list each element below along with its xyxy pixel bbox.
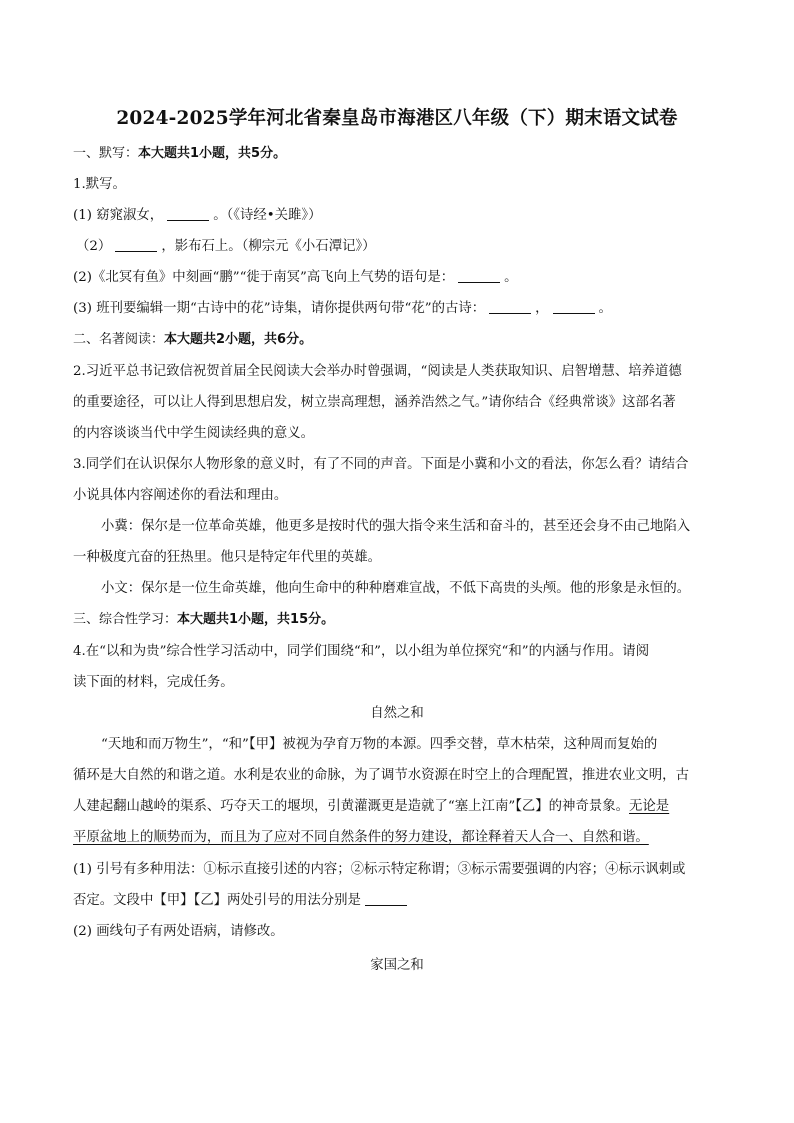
q4-task1-line-1: (1) 引号有多种用法：①标示直接引述的内容；②标示特定称谓；③标示需要强调的内容；④标示讽刺或: [73, 862, 686, 877]
q1-sub2-num: （2）: [76, 239, 112, 254]
q3-line-5: 小文：保尔是一位生命英雄，他向生命中的种种磨难宣战，不低下高贵的头颅。他的形象是永恒的。: [101, 581, 691, 596]
q1-sub3-end: 。: [504, 270, 518, 285]
q1-sub1-text: (1) 窈窕淑女，: [73, 208, 164, 223]
passage-line-3-text: 人建起翻山越岭的渠系、巧夺天工的堰坝，引黄灌溉更是造就了“塞上江南”【乙】的神奇景象。: [73, 799, 630, 814]
q1-sub2: [76, 237, 376, 257]
section-2-head: 二、名著阅读：: [73, 332, 165, 347]
q3-line-4: 一种极度亢奋的狂热里。他只是特定年代里的英雄。: [73, 550, 381, 565]
passage-line-2: 循环是大自然的和谐之道。水利是农业的命脉，为了调节水资源在时空上的合理配置，推进农业文明，古: [73, 768, 689, 783]
q4-task1-line-2: [73, 891, 411, 911]
q2-line-1: 2.习近平总书记致信祝贺首届全民阅读大会举办时曾强调，“阅读是人类获取知识、启智增慧、培养道德: [73, 364, 682, 379]
answer-blank[interactable]: [167, 206, 209, 221]
q4-task2: (2) 画线句子有两处语病，请修改。: [73, 924, 284, 939]
page-title: 2024-2025学年河北省秦皇岛市海港区八年级（下）期末语文试卷: [116, 108, 678, 129]
underlined-sentence-start: 无论是: [629, 799, 670, 814]
subheading-nature: 自然之和: [370, 706, 424, 721]
q4-task1-text: 否定。文段中【甲】【乙】两处引号的用法分别是: [73, 893, 361, 908]
q1-sub1: [73, 206, 322, 226]
q2-line-3: 的内容谈谈当代中学生阅读经典的意义。: [73, 426, 315, 441]
q1-sub3-text: (2)《北冥有鱼》中刻画“鹏”“徙于南冥”高飞向上气势的语句是：: [73, 270, 455, 285]
q1-sub4-comma: ，: [535, 301, 549, 316]
q4-line-2: 读下面的材料，完成任务。: [73, 675, 234, 690]
q1-stem: 1.默写。: [73, 177, 126, 192]
q3-line-1: 3.同学们在认识保尔人物形象的意义时，有了不同的声音。下面是小冀和小文的看法，你怎么看？请结合: [73, 457, 689, 472]
section-3-heading: [73, 610, 334, 630]
passage-line-1: “天地和而万物生”，“和”【甲】被视为孕育万物的本源。四季交替，草木枯荣，这种周而复始的: [101, 737, 658, 752]
answer-blank[interactable]: [365, 891, 407, 906]
section-3-head: 三、综合性学习：: [73, 612, 178, 627]
q3-line-3: 小冀：保尔是一位革命英雄，他更多是按时代的强大指令来生活和奋斗的，甚至还会身不由己地陷入: [101, 519, 691, 534]
q1-sub4-end: 。: [598, 301, 612, 316]
q2-line-2: 的重要途径，可以让人得到思想启发，树立崇高理想，涵养浩然之气。”请你结合《经典常谈》这部名著: [73, 395, 676, 410]
section-1-head: 一、默写：: [73, 146, 139, 161]
section-2-desc: 本大题共2小题，共6分。: [164, 332, 313, 347]
answer-blank[interactable]: [115, 237, 157, 252]
answer-blank[interactable]: [489, 299, 531, 314]
q1-sub4: [73, 299, 612, 319]
passage-line-3: [73, 797, 669, 817]
q1-sub3: [73, 268, 518, 288]
q1-sub1-source: 。（《诗经•关雎》）: [213, 208, 322, 223]
q3-line-2: 小说具体内容阐述你的看法和理由。: [73, 488, 288, 503]
answer-blank[interactable]: [553, 299, 595, 314]
section-3-desc: 本大题共1小题，共15分。: [177, 612, 335, 627]
section-1-desc: 本大题共1小题，共5分。: [138, 146, 287, 161]
subheading-nation: 家国之和: [370, 958, 424, 973]
answer-blank[interactable]: [458, 268, 500, 283]
underlined-sentence: 平原盆地上的顺势而为，而且为了应对不同自然条件的努力建设，都诠释着天人合一、自然和谐。: [73, 830, 649, 845]
section-2-heading: [73, 330, 312, 350]
section-1-heading: [73, 144, 286, 164]
q4-line-1: 4.在“以和为贵”综合性学习活动中，同学们围绕“和”，以小组为单位探究“和”的内涵与作用。请阅: [73, 644, 650, 659]
q1-sub4-text: (3) 班刊要编辑一期“古诗中的花”诗集，请你提供两句带“花”的古诗：: [73, 301, 486, 316]
q1-sub2-text: ，影布石上。（柳宗元《小石潭记》）: [161, 239, 376, 254]
